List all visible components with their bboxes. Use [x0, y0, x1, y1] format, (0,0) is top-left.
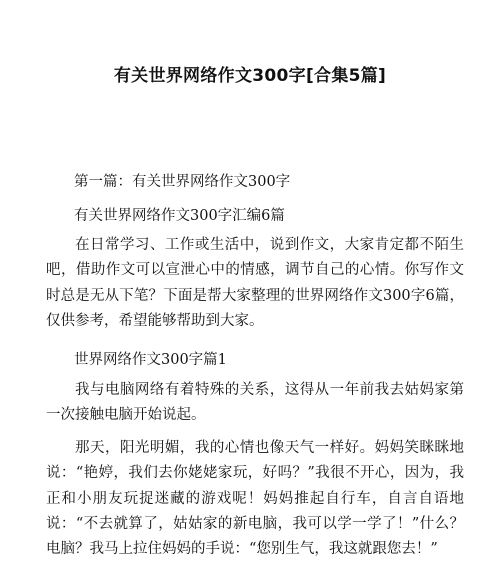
document-title: 有关世界网络作文300字[合集5篇] — [113, 66, 387, 86]
first-article-heading: 第一篇：有关世界网络作文300字 — [74, 174, 291, 190]
body-paragraph-1: 我与电脑网络有着特殊的关系，这得从一年前我去姑妈家第一次接触电脑开始说起。 — [46, 382, 464, 424]
body-paragraph-2: 那天，阳光明媚，我的心情也像天气一样好。妈妈笑眯眯地说：“艳婷，我们去你姥姥家玩，好吗？”我很不开心，因为，我正和小朋友玩捉迷藏的游戏呢！妈妈推起自行车，自言自语地说：“不去就算了，姑姑家的新电脑，我可以学一学了！”什么？电脑？我马上拉住妈妈的手说：“您别生气，我这就跟您去！” — [46, 440, 464, 558]
intro-paragraph: 在日常学习、工作或生活中，说到作文，大家肯定都不陌生吧，借助作文可以宣泄心中的情感，调节自己的心情。你写作文时总是无从下笔？下面是帮大家整理的世界网络作文300字6篇，仅供参考，希望能够帮助到大家。 — [46, 237, 464, 329]
essay-heading: 世界网络作文300字篇1 — [74, 352, 227, 368]
collection-heading: 有关世界网络作文300字汇编6篇 — [74, 208, 285, 224]
